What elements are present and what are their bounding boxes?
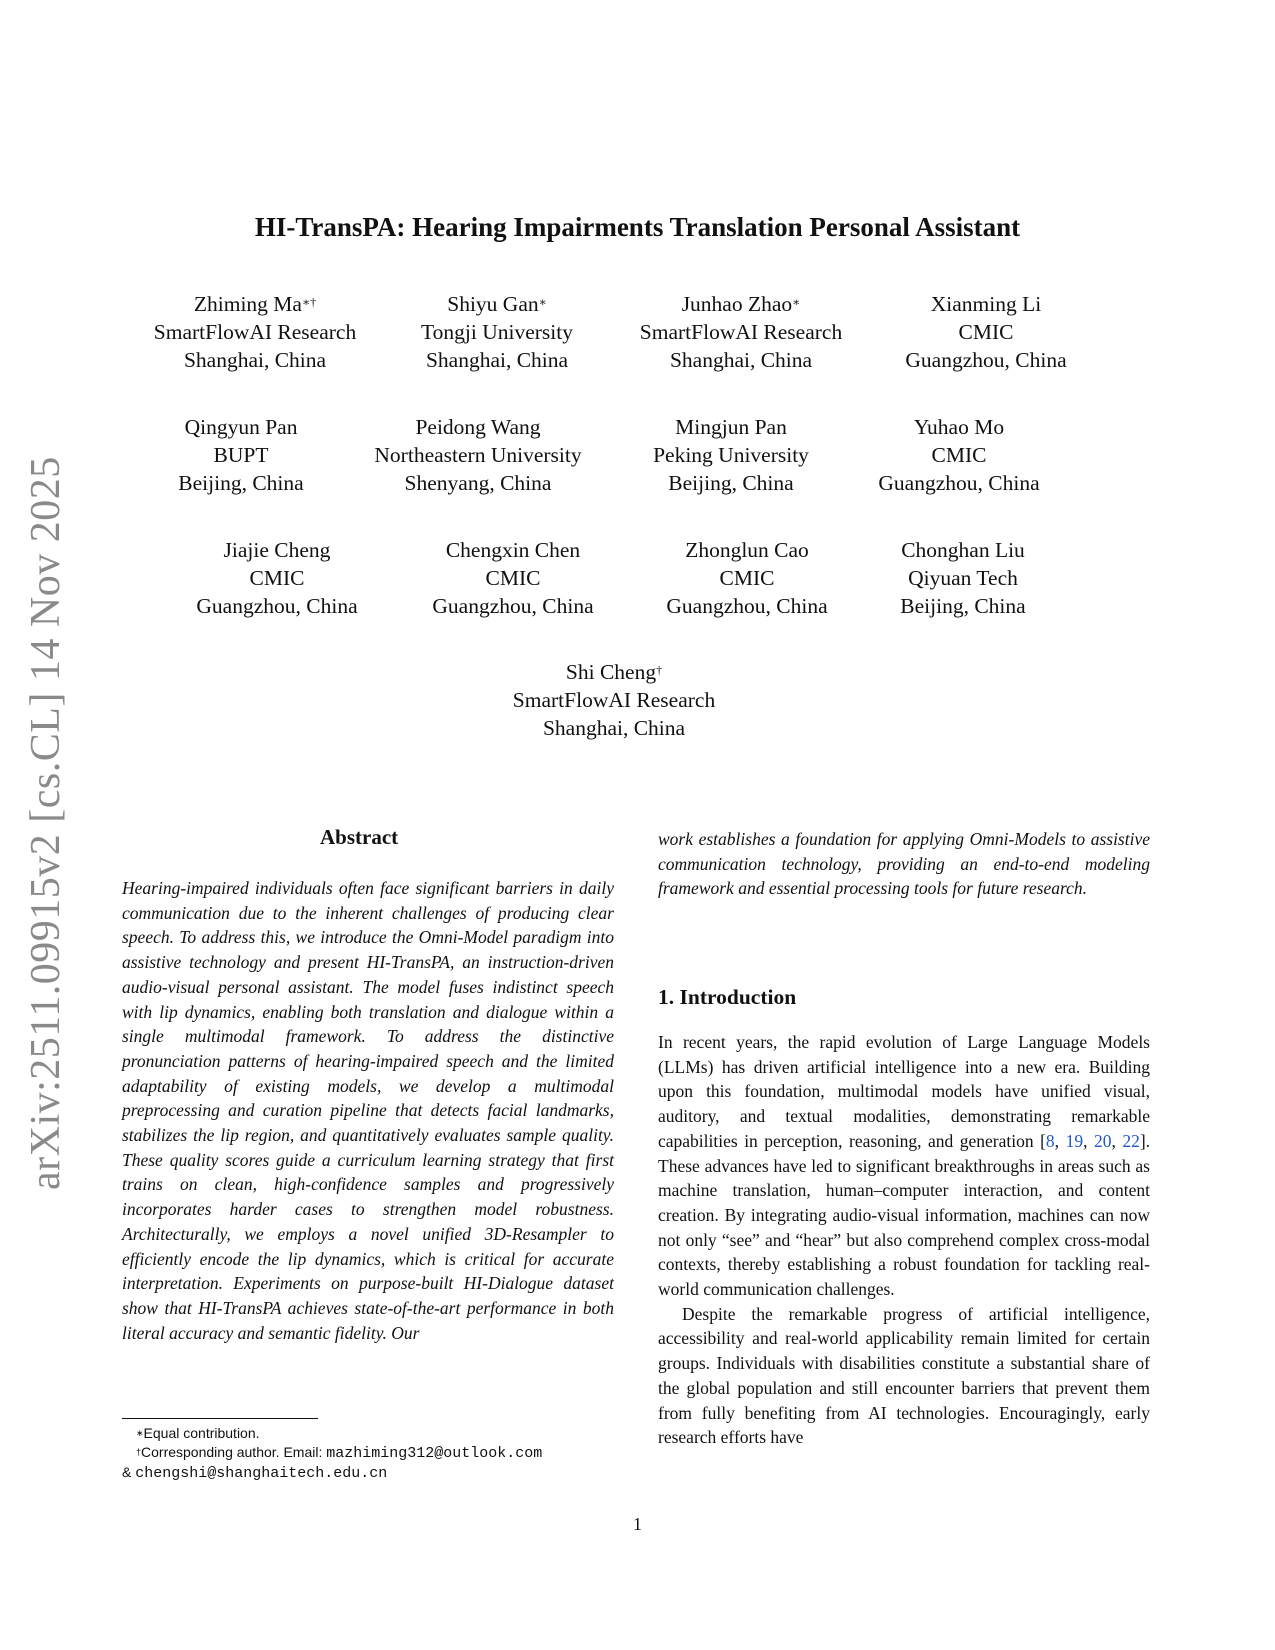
author-location-text: Beijing, China <box>178 471 304 495</box>
author <box>818 536 1108 620</box>
author-affiliation <box>469 686 759 714</box>
email-link[interactable]: mazhiming312@outlook.com <box>326 1445 543 1462</box>
author-affiliation-text: BUPT <box>213 443 269 467</box>
author-name-text: Mingjun Pan <box>675 415 787 439</box>
author-affiliation <box>814 441 1104 469</box>
arxiv-stamp <box>12 455 82 1200</box>
author-affiliation-text: Tongji University <box>421 320 573 344</box>
author-name-text: Jiajie Cheng <box>223 538 331 562</box>
author-name-text: Chonghan Liu <box>901 538 1025 562</box>
author-location <box>814 469 1104 497</box>
author-name-text: Yuhao Mo <box>913 415 1005 439</box>
author-mark: ∗ <box>792 295 801 309</box>
author-name-text: Xianming Li <box>930 292 1042 316</box>
author-affiliation-text: CMIC <box>958 320 1014 344</box>
citation-link[interactable]: 8 <box>1045 1130 1055 1151</box>
author-location <box>333 469 623 497</box>
author <box>841 290 1131 374</box>
footnote-equal-contribution <box>122 1424 642 1443</box>
author-name-text: Zhonglun Cao <box>685 538 809 562</box>
author-name-text: Qingyun Pan <box>184 415 298 439</box>
intro-text: In recent years, the rapid evolution of Large Language Models (LLMs) has driven artificial intelligence into a new era. Building upon this foundation, multimodal models have unified visual, auditory, and textual modalities, demonstrating remarkable capabilities in perception, reasoning, and generation [ <box>658 1032 1150 1151</box>
author-mark: † <box>656 663 663 677</box>
footnote-mark: † <box>136 1447 142 1457</box>
author-affiliation-text: Qiyuan Tech <box>908 566 1018 590</box>
author-mark: ∗† <box>301 295 317 309</box>
author-affiliation-text: CMIC <box>485 566 541 590</box>
author-affiliation <box>818 564 1108 592</box>
author-location-text: Shanghai, China <box>669 348 813 372</box>
footnote-mark: ∗ <box>136 1428 144 1438</box>
intro-text: ]. These advances have led to significant breakthroughs in areas such as machine translation, human–computer interaction, and content creation. By integrating audio-visual information, machines can now not only “see” and “hear” but also comprehend complex cross-modal contexts, thereby establishing a robust foundation for tackling real-world communication challenges. <box>658 1130 1151 1300</box>
footnotes <box>122 1424 642 1483</box>
author-affiliation <box>333 441 623 469</box>
author-location-text: Guangzhou, China <box>878 471 1040 495</box>
abstract-text-continued: work establishes a foundation for applying Omni-Models to assistive communication technology, providing an end-to-end modeling framework and essential processing tools for future research. <box>658 829 1150 899</box>
footnote-rule <box>122 1418 318 1419</box>
author-affiliation <box>841 318 1131 346</box>
author-location <box>469 714 759 742</box>
section-heading-introduction: 1. Introduction <box>658 985 797 1009</box>
footnote-text: Corresponding author. Email: <box>141 1444 327 1460</box>
author-affiliation-text: CMIC <box>931 443 987 467</box>
author-name <box>841 290 1131 318</box>
intro-paragraph-2: Despite the remarkable progress of artificial intelligence, accessibility and real-world applicability remain limited for certain groups. Individuals with disabilities constitute a substantial share of the global population and still encounter barriers that prevent them from fully benefiting from AI technologies. Encouragingly, early research efforts have <box>658 1303 1150 1448</box>
author-name-text: Shiyu Gan <box>447 292 539 316</box>
author-affiliation-text: CMIC <box>719 566 775 590</box>
author-affiliation-text: SmartFlowAI Research <box>512 688 716 712</box>
author-name-text: Zhiming Ma <box>193 292 302 316</box>
author-location-text: Guangzhou, China <box>196 594 358 618</box>
citation-link[interactable]: 19 <box>1065 1130 1084 1151</box>
footnote-text: Equal contribution. <box>143 1425 260 1441</box>
footnote-corresponding <box>122 1443 642 1463</box>
author-affiliation-text: CMIC <box>249 566 305 590</box>
author-location-text: Guangzhou, China <box>905 348 1067 372</box>
citation-link[interactable]: 20 <box>1093 1130 1112 1151</box>
author-mark: ∗ <box>538 295 547 309</box>
author-affiliation-text: Northeastern University <box>374 443 582 467</box>
citation-link[interactable]: 22 <box>1122 1130 1140 1151</box>
author-name <box>333 413 623 441</box>
abstract-heading: Abstract <box>320 825 399 849</box>
paper-title: HI-TransPA: Hearing Impairments Translation Personal Assistant <box>254 212 1021 242</box>
author-name <box>469 658 759 686</box>
page-number: 1 <box>633 1514 642 1534</box>
author-location-text: Shenyang, China <box>404 471 552 495</box>
author-location-text: Shanghai, China <box>183 348 327 372</box>
author-location-text: Shanghai, China <box>425 348 569 372</box>
author-name-text: Shi Cheng <box>565 660 657 684</box>
author-affiliation-text: SmartFlowAI Research <box>153 320 357 344</box>
author-name-text: Junhao Zhao <box>681 292 793 316</box>
author-name <box>818 536 1108 564</box>
arxiv-id: arXiv:2511.09915v2 [cs.CL] 14 Nov 2025 <box>23 456 69 1190</box>
author-name <box>814 413 1104 441</box>
author-affiliation-text: SmartFlowAI Research <box>639 320 843 344</box>
author <box>814 413 1104 497</box>
abstract-text: Hearing-impaired individuals often face significant barriers in daily communication due to the inherent challenges of producing clear speech. To address this, we introduce the Omni-Model paradigm into assistive technology and present HI-TransPA, an instruction-driven audio-visual personal assistant. The model fuses indistinct speech with lip dynamics, enabling both translation and dialogue within a single multimodal framework. To address the distinctive pronunciation patterns of hearing-impaired speech and the limited adaptability of existing models, we develop a multimodal preprocessing and curation pipeline that detects facial landmarks, stabilizes the lip region, and quantitatively evaluates sample quality. These quality scores guide a curriculum learning strategy that first trains on clean, high-confidence samples and progressively incorporates harder cases to strengthen model robustness. Architecturally, we employs a novel unified 3D-Resampler to efficiently encode the lip dynamics, which is critical for accurate interpretation. Experiments on purpose-built HI-Dialogue dataset show that HI-TransPA achieves state-of-the-art performance in both literal accuracy and semantic fidelity. Our <box>122 878 614 1343</box>
introduction-body <box>658 1030 1150 1450</box>
author <box>333 413 623 497</box>
author-location-text: Beijing, China <box>668 471 794 495</box>
author-name-text: Peidong Wang <box>415 415 541 439</box>
author-location-text: Shanghai, China <box>542 716 686 740</box>
footnote-text: & <box>122 1464 136 1480</box>
author-location-text: Guangzhou, China <box>432 594 594 618</box>
intro-paragraph-1: In recent years, the rapid evolution of Large Language Models (LLMs) has driven artificial intelligence into a new era. Building upon this foundation, multimodal models have unified visual, auditory, and textual modalities, demonstrating remarkable capabilities in perception, reasoning, and generation [8, 19, 20, 22]. These advances have led to significant breakthroughs in areas such as machine translation, human–computer interaction, and content creation. By integrating audio-visual information, machines can now not only “see” and “hear” but also comprehend complex cross-modal contexts, thereby establishing a robust foundation for tackling real-world communication challenges. <box>658 1032 1151 1300</box>
author-location <box>818 592 1108 620</box>
author <box>469 658 759 742</box>
email-link[interactable]: chengshi@shanghaitech.edu.cn <box>135 1465 388 1482</box>
footnote-corresponding-cont <box>122 1463 642 1483</box>
author-location <box>841 346 1131 374</box>
author-location-text: Guangzhou, China <box>666 594 828 618</box>
author-name-text: Chengxin Chen <box>445 538 581 562</box>
author-location-text: Beijing, China <box>900 594 1026 618</box>
author-affiliation-text: Peking University <box>653 443 809 467</box>
